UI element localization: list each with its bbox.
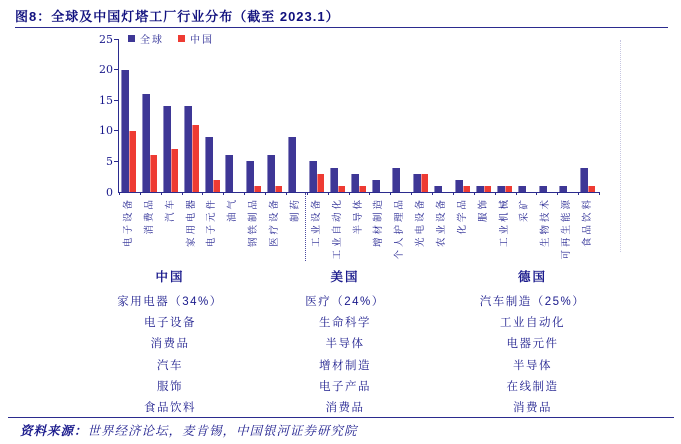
bar-group [557,39,578,192]
bar-group [328,39,349,192]
x-axis-tick [390,192,391,195]
bar-全球-钢铁制品 [246,161,254,192]
x-axis-tick [119,192,120,195]
country-column-德国 [435,268,630,419]
country-column-中国 [70,268,270,419]
country-industry-item: 电子设备 [144,317,196,330]
bar-groups [119,39,599,192]
data-source-label: 资料来源： [20,423,88,438]
figure-title: 图8：全球及中国灯塔工厂行业分布（截至 2023.1） [15,9,340,24]
x-axis-tick [432,192,433,195]
x-axis-tick [495,192,496,195]
bar-全球-电子设备 [121,70,129,192]
country-industry-item: 消费品 [150,338,190,351]
x-axis-tick [411,192,412,195]
bar-全球-电子元件 [205,137,213,192]
country-industry-item: 汽车制造（25%） [479,296,586,308]
bar-group [140,39,161,192]
bar-中国-家用电器 [192,125,199,192]
bar-group [390,39,411,192]
legend-swatch-icon [178,35,185,42]
x-axis-label: 汽车 [164,197,176,223]
x-axis-tick [244,192,245,195]
y-axis-tick-label: 10 [99,124,113,138]
x-axis-tick [286,192,287,195]
bar-全球-油气 [225,155,233,192]
bar-全球-可再生能源 [559,186,567,192]
y-axis-tick-label: 20 [99,63,113,77]
country-industry-item: 消费品 [325,401,365,414]
bar-group [411,39,432,192]
x-axis-label: 可再生能源 [561,197,573,260]
x-axis-label: 光电设备 [415,197,427,248]
bar-group [119,39,140,192]
bar-中国-光电设备 [421,174,428,192]
bar-group [223,39,244,192]
country-industry-item: 增材制造 [319,359,371,372]
bar-group [537,39,558,192]
x-axis-tick [557,192,558,195]
bar-全球-服饰 [476,186,484,192]
bar-中国-服饰 [484,186,491,192]
x-axis-label: 家用电器 [185,197,197,248]
country-title: 中国 [155,270,185,284]
country-industry-item: 医疗（24%） [305,296,385,308]
x-axis-tick [474,192,475,195]
data-source [20,421,358,439]
bar-全球-工业设备 [309,161,317,192]
bar-group [161,39,182,192]
bar-全球-食品饮料 [580,168,588,192]
bar-group [453,39,474,192]
country-industry-item: 半导体 [325,338,365,351]
chart-legend [128,31,214,46]
legend-label: 全球 [140,35,164,46]
y-axis-tick [114,161,118,162]
bar-全球-工业自动化 [330,168,338,192]
y-axis-tick [114,69,118,70]
x-axis-tick [536,192,537,195]
x-axis-label: 采矿 [519,197,531,223]
bar-中国-汽车 [171,149,178,192]
title-divider [15,27,668,28]
bar-全球-生物技术 [539,186,547,192]
x-axis-label: 半导体 [352,197,364,235]
x-axis-label: 工业设备 [310,197,322,248]
bar-全球-半导体 [351,174,359,192]
country-industry-item: 家用电器（34%） [117,296,223,308]
x-axis-label: 医疗设备 [269,197,281,248]
x-axis-label: 服饰 [477,197,489,223]
x-axis-tick [223,192,224,195]
data-source-text: 世界经济论坛，麦肯锡，中国银河证券研究院 [87,423,358,438]
bar-中国-半导体 [359,186,366,192]
bar-中国-工业自动化 [338,186,345,192]
x-axis-label: 消费品 [143,197,155,235]
x-axis-tick [349,192,350,195]
x-axis-tick [307,192,308,195]
bar-group [432,39,453,192]
x-axis-label: 电子设备 [122,197,134,248]
legend-swatch-icon [128,35,135,42]
bar-全球-光电设备 [413,174,421,192]
x-axis-label: 工业机械 [498,197,510,248]
x-axis-tick [140,192,141,195]
dotted-grid-line-right [620,40,621,252]
bar-group [307,39,328,192]
y-axis-tick [114,130,118,131]
bar-group [349,39,370,192]
bar-中国-工业设备 [317,174,324,192]
country-industry-item: 汽车 [157,359,183,372]
bar-中国-工业机械 [505,186,512,192]
x-axis-tick [578,192,579,195]
bar-group [203,39,224,192]
x-axis-tick [453,192,454,195]
bar-全球-农业设备 [434,186,442,192]
bar-group [244,39,265,192]
bar-全球-消费品 [142,94,150,192]
x-axis-label: 农业设备 [435,197,447,248]
bar-group [474,39,495,192]
x-axis-label: 电子元件 [206,197,218,248]
bar-group [495,39,516,192]
country-industry-item: 食品饮料 [144,401,196,414]
y-axis-tick-label: 15 [99,93,113,107]
y-axis-tick-label: 5 [106,154,113,168]
x-axis-label: 钢铁制品 [248,197,260,248]
bar-group [370,39,391,192]
country-industry-item: 电器元件 [506,338,559,351]
footer-divider [8,417,674,418]
bar-中国-电子设备 [129,131,136,192]
bar-全球-医疗设备 [267,155,275,192]
country-industry-item: 工业自动化 [500,317,565,330]
country-industry-item: 半导体 [513,359,552,372]
x-axis-tick [516,192,517,195]
x-axis-tick [599,192,600,195]
y-axis-tick-label: 25 [99,32,113,46]
x-axis-tick [202,192,203,195]
bar-全球-家用电器 [184,106,192,192]
bar-全球-汽车 [163,106,171,192]
bar-chart-plot-area [99,32,599,199]
bar-全球-化学品 [455,180,463,192]
bar-中国-消费品 [150,155,157,192]
bar-全球-增材制造 [372,180,380,192]
country-industry-item: 在线制造 [506,380,559,393]
country-column-美国 [250,268,440,419]
bar-全球-工业机械 [497,186,505,192]
bar-中国-食品饮料 [588,186,595,192]
x-axis-label: 工业自动化 [331,197,343,260]
bar-全球-采矿 [518,186,526,192]
country-industry-item: 服饰 [157,380,183,393]
legend-label: 中国 [190,35,214,46]
bar-中国-电子元件 [213,180,220,192]
bar-group [578,39,599,192]
y-axis-tick [114,100,118,101]
dotted-grid-line-left [305,193,306,261]
x-axis-tick [328,192,329,195]
legend-entry [128,31,164,46]
x-axis-tick [161,192,162,195]
x-axis-tick [182,192,183,195]
y-axis-tick-label: 0 [106,185,113,199]
x-axis-label: 油气 [227,197,239,223]
x-axis-label: 化学品 [456,197,468,235]
bar-中国-化学品 [463,186,470,192]
x-axis-label: 增材制造 [373,197,385,248]
country-title: 德国 [517,270,547,284]
country-industry-item: 消费品 [513,401,552,414]
country-industry-item: 电子产品 [319,380,371,393]
bar-全球-制药 [288,137,296,192]
bar-中国-钢铁制品 [254,186,261,192]
x-axis-label: 食品饮料 [582,197,594,248]
x-axis-tick [265,192,266,195]
bar-中国-医疗设备 [275,186,282,192]
country-industry-item: 生命科学 [319,317,371,330]
bar-group [286,39,307,192]
x-axis-label: 个人护理品 [394,197,406,260]
bar-group [265,39,286,192]
country-title: 美国 [330,270,360,284]
y-axis-tick [114,39,118,40]
x-axis-tick [369,192,370,195]
bar-group [516,39,537,192]
legend-entry [178,31,214,46]
x-axis-label: 生物技术 [540,197,552,248]
x-axis-labels [118,196,598,266]
x-axis-label: 制药 [289,197,301,223]
bar-全球-个人护理品 [392,168,400,192]
bar-group [182,39,203,192]
